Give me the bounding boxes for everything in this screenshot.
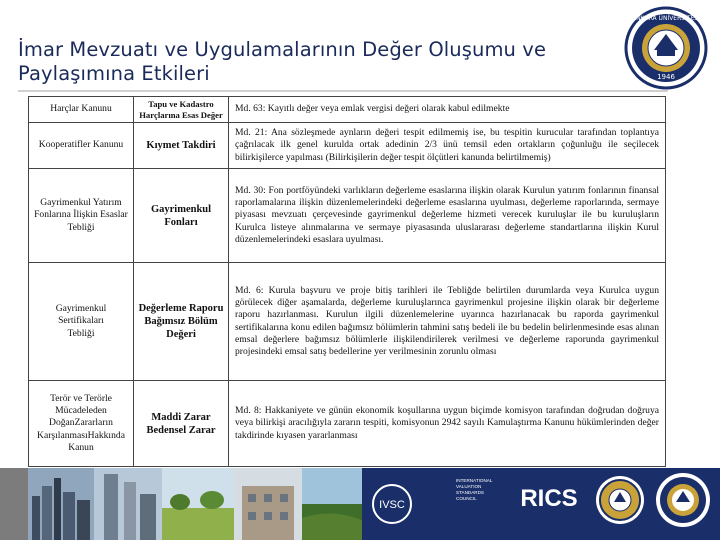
value-concept-line: Bağımsız Bölüm xyxy=(144,316,218,327)
article-text-cell: Md. 63: Kayıtlı değer veya emlak vergisi değeri olarak kabul edilmekte xyxy=(229,97,666,123)
svg-text:ANKARA ÜNİVERSİTESİ: ANKARA ÜNİVERSİTESİ xyxy=(632,15,700,22)
seal-year: 1946 xyxy=(657,73,675,81)
building-photo xyxy=(234,468,302,540)
field-photo xyxy=(302,468,362,540)
value-concept-line: Fonları xyxy=(164,216,198,228)
law-name-line: Tebliği xyxy=(67,221,95,233)
law-name-cell xyxy=(29,169,134,263)
ivsc-name-line: INTERNATIONAL xyxy=(456,478,493,483)
ivsc-name-line: STANDARDS xyxy=(456,490,484,495)
law-name-line: Tebliği xyxy=(67,327,95,339)
university-seal-logo xyxy=(624,6,708,90)
value-concept-line: Değeri xyxy=(166,329,196,340)
ivsc-name-line: VALUATION xyxy=(456,484,482,489)
article-text-cell: Md. 8: Hakkaniyete ve günün ekonomik koşullarına uygun biçimde komisyon tarafından doğrudan doğruya veya bilirkişi aracılığıyla zararın tespiti, komisyonun 2942 sayılı Kamulaştırma Kanunu hükümlerinden değer takdirinde kıyasen yararlanması xyxy=(229,381,666,467)
value-concept-cell xyxy=(134,97,229,123)
value-concept-cell xyxy=(134,381,229,467)
law-name-cell xyxy=(29,123,134,169)
value-concept-line: Maddi Zarar xyxy=(151,411,211,423)
rics-logo-text: RICS xyxy=(520,485,578,512)
law-name-line: DoğanZararların xyxy=(49,417,113,429)
value-concept-line: Değerleme Raporu xyxy=(138,303,224,314)
slide-title-line1: İmar Mevzuatı ve Uygulamalarının Değer Oluşumu ve xyxy=(18,38,547,61)
ivsc-logo xyxy=(372,478,456,530)
law-name-line: Mücadeleden xyxy=(55,405,107,417)
faculty-seal-logo xyxy=(594,472,646,528)
regulation-table xyxy=(28,96,666,470)
law-name-line: Fonlarına İlişkin Esaslar xyxy=(34,209,128,221)
ivsc-logo-text: IVSC xyxy=(379,499,405,511)
title-divider xyxy=(18,90,668,92)
countryside-photo xyxy=(162,468,234,540)
law-name-line: Kanun xyxy=(68,441,94,453)
law-name-line: Terör ve Terörle xyxy=(50,392,112,404)
law-name-cell xyxy=(29,97,134,123)
table-row xyxy=(29,263,666,381)
law-name-line: KarşılanmasıHakkında xyxy=(37,429,125,441)
value-concept-line: Gayrimenkul xyxy=(150,203,212,215)
rics-logo xyxy=(510,476,588,516)
table-row xyxy=(29,123,666,169)
university-seal-footer-logo xyxy=(654,470,712,530)
footer-left-bar xyxy=(0,468,28,540)
value-concept-line: Bedensel Zarar xyxy=(146,424,216,436)
law-name-line: Gayrimenkul Sertifikaları xyxy=(55,303,107,327)
value-concept-line: Harçlarına Esas Değer xyxy=(139,109,223,120)
value-concept-line: Tapu ve Kadastro xyxy=(148,99,214,109)
towers-photo xyxy=(94,468,162,540)
table-row xyxy=(29,97,666,123)
law-name-cell xyxy=(29,381,134,467)
value-concept-cell xyxy=(134,169,229,263)
article-text-cell: Md. 6: Kurula başvuru ve proje bitiş tarihleri ile Tebliğde belirtilen durumlarda veya Kurulca uygun görülecek diğer aşamalarda, değerleme kuruluşlarınca gayrimenkul projesine ilişkin olarak bir değerleme raporu hazırlanması. Kurulun ilgili düzenlemelerine uyarınca hazırlanacak bu raporda gayrimenkul sertifikalarına konu edilen bağımsız bölümlerin tahmini satış bedeli ile bu bedelin belirlenmesinde esas alınan emsal değerlere bağımsız bölümlerle ilişkilendirilerek verilmesi ve değerleme raporunda gayrimenkul projesindeki emsal satış bedellerine yer verilmesinin zorunlu olması xyxy=(229,263,666,381)
value-concept-cell xyxy=(134,263,229,381)
ivsc-name-line: COUNCIL xyxy=(456,496,477,501)
table-row xyxy=(29,169,666,263)
article-text-cell: Md. 21: Ana sözleşmede aynların değeri tespit edilmemiş ise, bu tespitin kurucular tarafından toplantıya çağrılacak ilk genel kurulda ortak adedinin 2/3 ünü temsil eden ortakların çoğunluğu ile seçilecek bilirkişilerce yapılması (Bilirkişilerin değer tespit ölçütleri kanunda belirtilmemiş) xyxy=(229,123,666,169)
law-name-line: Harçlar Kanunu xyxy=(50,103,112,115)
value-concept-line: Kıymet Takdiri xyxy=(146,140,216,151)
value-concept-cell xyxy=(134,123,229,169)
table-row xyxy=(29,381,666,467)
law-name-line: Kooperatifler Kanunu xyxy=(38,139,124,151)
slide-title-line2: Paylaşımına Etkileri xyxy=(18,62,210,85)
city-skyline-photo xyxy=(28,468,94,540)
slide-title xyxy=(18,38,618,86)
law-name-cell xyxy=(29,263,134,381)
article-text-cell: Md. 30: Fon portföyündeki varlıkların değerleme esaslarına ilişkin olarak Kurulun yatırım fonlarının finansal raporlamalarına ilişkin düzenlemelerindeki değerleme esaslarına uyulması, değerleme raporlarında, sermaye piyasası mevzuatı çerçevesinde gayrimenkul değerleme hizmeti verecek kuruluşlar ile bu kuruluşların Kurulca listeye alınmalarına ve sermaye piyasasında uluslararası değerleme standartlarına ilişkin Kurul düzenlemelerindeki esaslara uyulması. xyxy=(229,169,666,263)
law-name-line: Gayrimenkul Yatırım xyxy=(40,197,122,209)
